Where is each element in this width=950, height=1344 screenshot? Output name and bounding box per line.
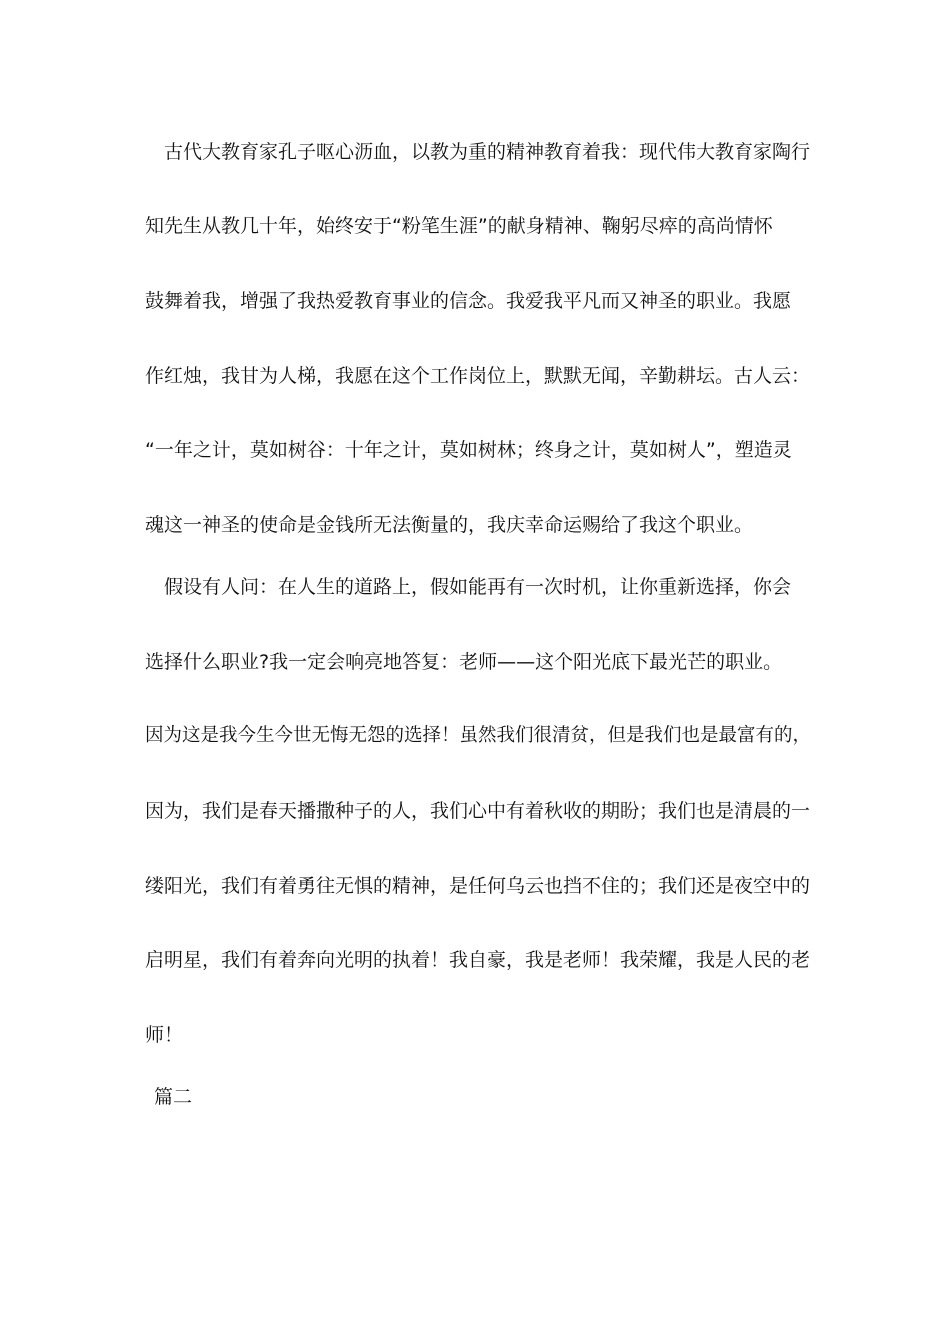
paragraph-2-line-3: 因为这是我今生今世无悔无怨的选择！虽然我们很清贫，但是我们也是最富有的， (145, 725, 812, 746)
paragraph-2-line-1: 假设有人问：在人生的道路上，假如能再有一次时机，让你重新选择，你会 (145, 576, 792, 598)
paragraph-2-line-5: 缕阳光，我们有着勇往无惧的精神，是任何乌云也挡不住的；我们还是夜空中的 (145, 875, 811, 897)
paragraph-1-line-4: 作红烛，我甘为人梯，我愿在这个工作岗位上，默默无闻，辛勤耕坛。古人云： (145, 365, 811, 387)
paragraph-1-line-1: 古代大教育家孔子呕心沥血，以教为重的精神教育着我：现代伟大教育家陶行 (145, 141, 811, 163)
paragraph-2-line-4: 因为，我们是春天播撒种子的人，我们心中有着秋收的期盼；我们也是清晨的一 (145, 800, 811, 822)
paragraph-2-line-7: 师！ (145, 1024, 184, 1046)
paragraph-1-line-5: “一年之计，莫如树谷：十年之计，莫如树林；终身之计，莫如树人”，塑造灵 (145, 439, 792, 461)
paragraph-1-line-3: 鼓舞着我，增强了我热爱教育事业的信念。我爱我平凡而又神圣的职业。我愿 (145, 290, 792, 312)
paragraph-1-line-6: 魂这一神圣的使命是金钱所无法衡量的，我庆幸命运赐给了我这个职业。 (145, 514, 754, 536)
paragraph-1-line-2: 知先生从教几十年，始终安于“粉笔生涯”的献身精神、鞠躬尽瘁的高尚情怀 (145, 215, 773, 237)
section-heading: 篇二 (154, 1086, 193, 1108)
paragraph-2-line-6: 启明星，我们有着奔向光明的执着！我自豪，我是老师！我荣耀，我是人民的老 (145, 949, 811, 971)
paragraph-2-line-2: 选择什么职业?我一定会响亮地答复：老师——这个阳光底下最光芒的职业。 (145, 651, 783, 673)
